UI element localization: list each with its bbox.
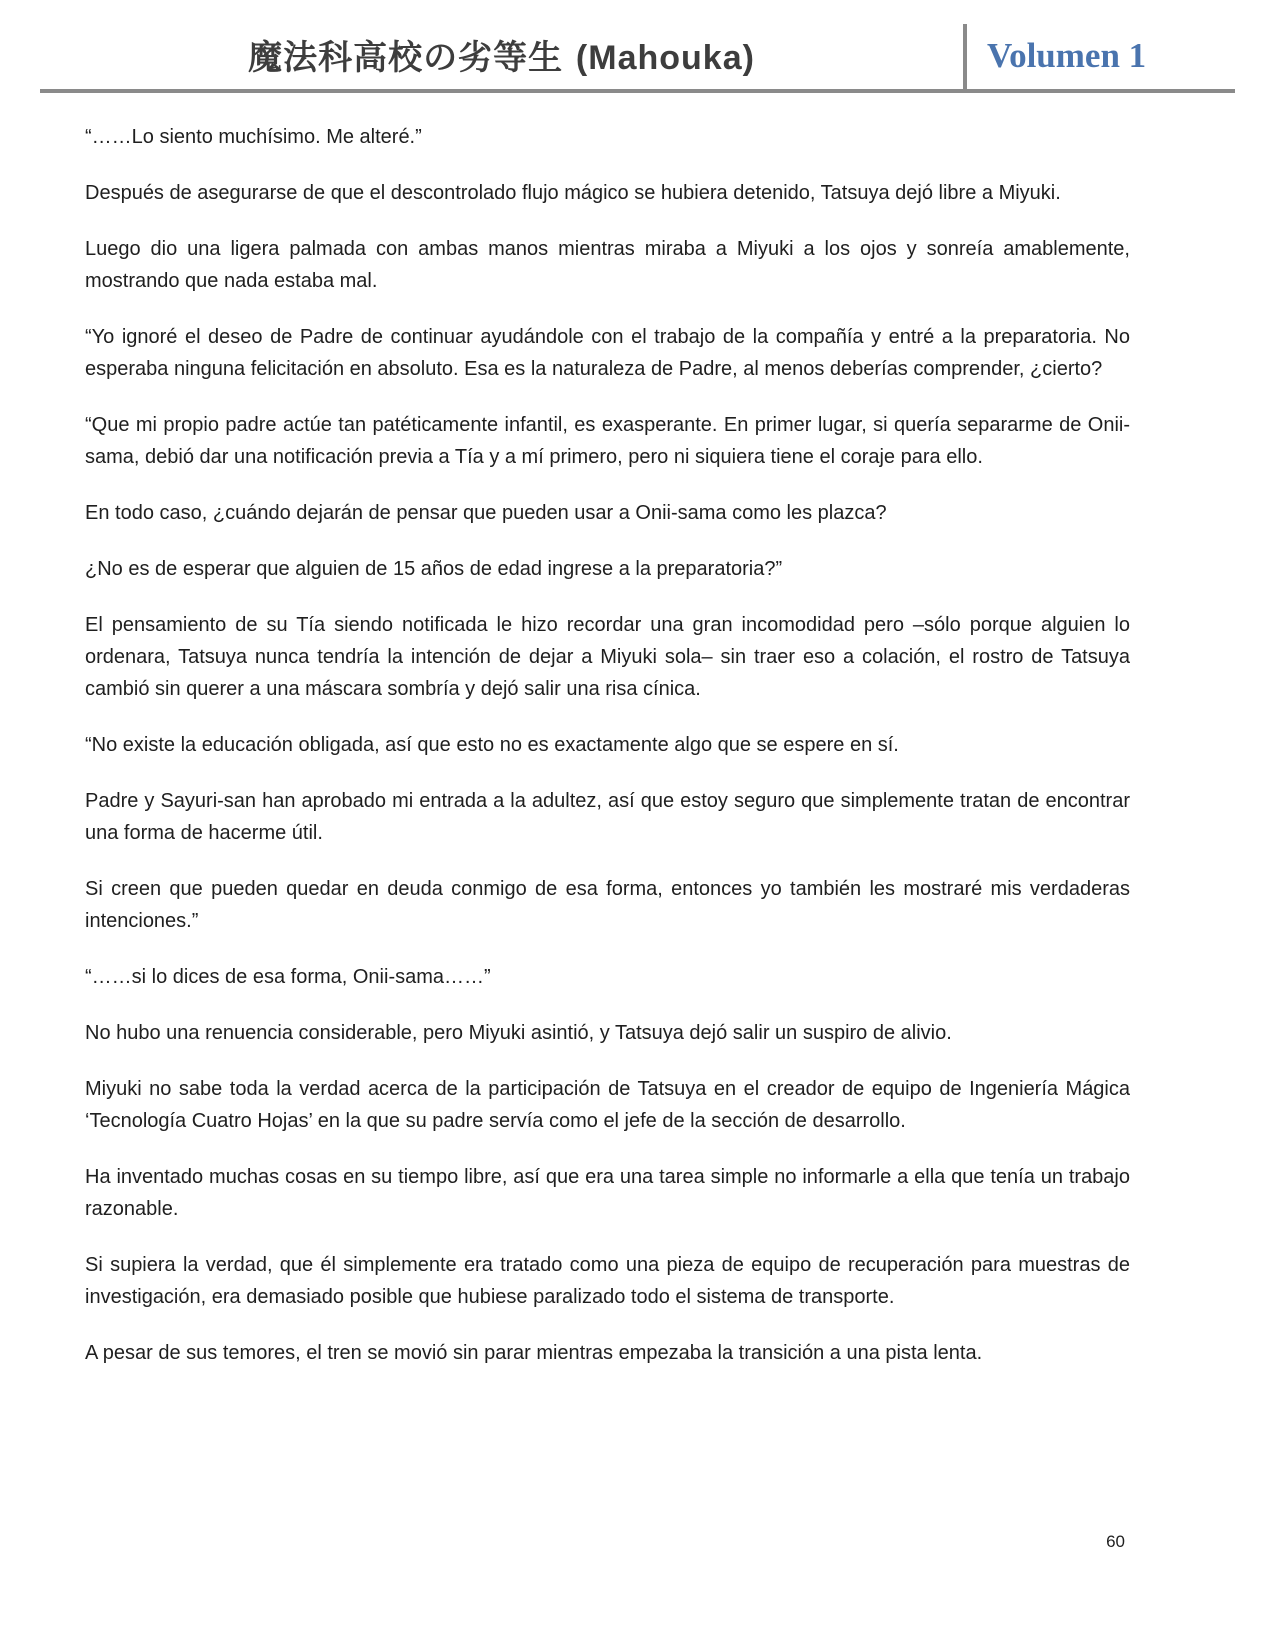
page-body (85, 121, 1130, 1369)
page-number: 60 (1106, 1532, 1125, 1551)
paragraph-narration: No hubo una renuencia considerable, pero Miyuki asintió, y Tatsuya dejó salir un suspiro de alivio. (85, 1022, 952, 1044)
header-volume-cell (963, 24, 1235, 89)
paragraph-dialogue: Si creen que pueden quedar en deuda conmigo de esa forma, entonces yo también les mostraré mis verdaderas intenciones.” (85, 878, 1130, 932)
paragraph-dialogue: “No existe la educación obligada, así que esto no es exactamente algo que se espere en sí. (85, 734, 899, 756)
paragraph-dialogue: “……Lo siento muchísimo. Me alteré.” (85, 126, 422, 148)
paragraph-dialogue: En todo caso, ¿cuándo dejarán de pensar que pueden usar a Onii-sama como les plazca? (85, 502, 887, 524)
paragraph-narration: Después de asegurarse de que el descontrolado flujo mágico se hubiera detenido, Tatsuya dejó libre a Miyuki. (85, 182, 1061, 204)
paragraph-dialogue: “Que mi propio padre actúe tan patéticamente infantil, es exasperante. En primer lugar, si quería separarme de Onii-sama, debió dar una notificación previa a Tía y a mí primero, pero ni siquiera tiene el coraje para ello. (85, 414, 1130, 468)
paragraph-narration: Miyuki no sabe toda la verdad acerca de la participación de Tatsuya en el creador de equipo de Ingeniería Mágica ‘Tecnología Cuatro Hojas’ en la que su padre servía como el jefe de la sección de desarrollo. (85, 1078, 1130, 1132)
paragraph-dialogue: “Yo ignoré el deseo de Padre de continuar ayudándole con el trabajo de la compañía y entré a la preparatoria. No esperaba ninguna felicitación en absoluto. Esa es la naturaleza de Padre, al menos deberías comprender, ¿cierto? (85, 326, 1130, 380)
document-title-romaji: (Mahouka) (575, 39, 755, 77)
paragraph-narration: A pesar de sus temores, el tren se movió sin parar mientras empezaba la transición a una pista lenta. (85, 1342, 983, 1364)
paragraph-narration: Luego dio una ligera palmada con ambas manos mientras miraba a Miyuki a los ojos y sonreía amablemente, mostrando que nada estaba mal. (85, 238, 1130, 292)
paragraph-narration: El pensamiento de su Tía siendo notificada le hizo recordar una gran incomodidad pero –sólo porque alguien lo ordenara, Tatsuya nunca tendría la intención de dejar a Miyuki sola– sin traer eso a colación, el rostro de Tatsuya cambió sin querer a una máscara sombría y dejó salir una risa cínica. (85, 614, 1130, 700)
document-title (248, 39, 755, 77)
volume-label: Volumen 1 (987, 35, 1147, 75)
paragraph-dialogue: ¿No es de esperar que alguien de 15 años de edad ingrese a la preparatoria?” (85, 558, 783, 580)
paragraph-dialogue: “……si lo dices de esa forma, Onii-sama……” (85, 966, 491, 988)
page-header (40, 24, 1235, 93)
paragraph-narration: Ha inventado muchas cosas en su tiempo libre, así que era una tarea simple no informarle a ella que tenía un trabajo razonable. (85, 1166, 1130, 1220)
paragraph-narration: Si supiera la verdad, que él simplemente era tratado como una pieza de equipo de recuperación para muestras de investigación, era demasiado posible que hubiese paralizado todo el sistema de transporte. (85, 1254, 1130, 1308)
header-title-cell (40, 24, 963, 89)
paragraph-dialogue: Padre y Sayuri-san han aprobado mi entrada a la adultez, así que estoy seguro que simplemente tratan de encontrar una forma de hacerme útil. (85, 790, 1130, 844)
document-title-japanese: 魔法科高校の劣等生 (248, 38, 576, 78)
